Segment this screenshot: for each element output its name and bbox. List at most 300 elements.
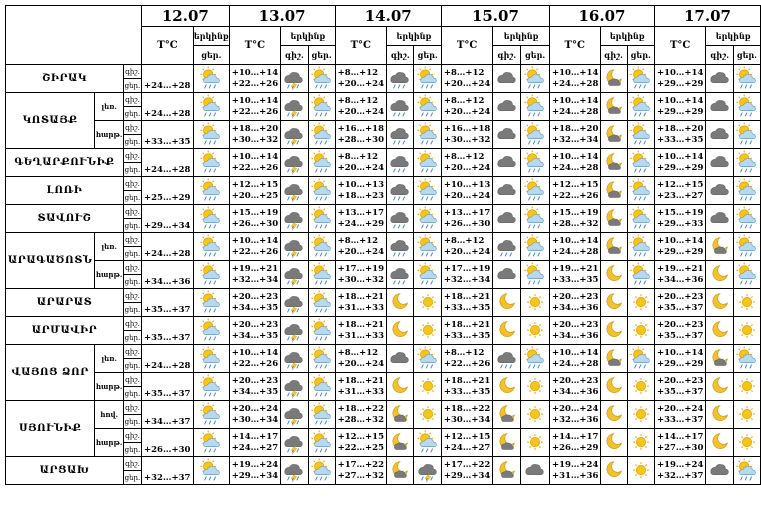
night-temp: +20…+23: [656, 291, 704, 302]
cloud-rain-thunder-icon: [281, 121, 308, 149]
temperature-cell: [229, 149, 280, 177]
sun-cloud-rain-icon: [521, 177, 550, 205]
zone-label: լեռ.: [95, 93, 124, 121]
day-temp: +33…+35: [443, 302, 491, 313]
temperature-cell: [654, 317, 705, 345]
day-temp: +26…+29: [551, 442, 599, 453]
table-row: [6, 345, 761, 359]
day-label: ցեր.: [123, 331, 141, 345]
temperature-cell: [335, 261, 386, 289]
cloud-rain-icon: [387, 93, 414, 121]
moon-icon: [706, 429, 733, 457]
sun-cloud-rain-icon: [733, 205, 760, 233]
night-temp: +20…+23: [656, 375, 704, 386]
day-temp: +22…+26: [231, 162, 279, 173]
cloud-icon: [493, 205, 521, 233]
sun-cloud-rain-icon: [521, 121, 550, 149]
night-temp: +20…+23: [231, 319, 279, 330]
day-label: ցեր.: [123, 443, 141, 457]
weather-forecast-table: [5, 5, 761, 485]
night-col-header: գիշ.: [706, 46, 733, 65]
temperature-cell: [335, 457, 386, 485]
night-temp: +10…+14: [231, 347, 279, 358]
night-label: գիշ.: [123, 65, 141, 79]
moon-cloud-icon: [706, 345, 733, 373]
temperature-cell: +34…+37: [142, 401, 194, 429]
day-temp: +20…+25: [231, 190, 279, 201]
cloud-icon: [706, 177, 733, 205]
region-name: ՏԱՎՈՒՇ: [6, 205, 124, 233]
temperature-cell: [335, 149, 386, 177]
temp-col-header: T°C: [441, 27, 492, 65]
sun-icon: [521, 373, 550, 401]
region-name: ԱՐԱՐԱՏ: [6, 289, 124, 317]
sun-cloud-rain-icon: [414, 205, 441, 233]
cloud-rain-thunder-icon: [281, 93, 308, 121]
moon-cloud-icon: [387, 401, 414, 429]
sun-cloud-rain-icon: [193, 233, 229, 261]
temperature-cell: [441, 429, 492, 457]
sun-icon: [733, 373, 760, 401]
day-temp: +20…+24: [337, 78, 384, 89]
date-header: 13.07: [229, 6, 335, 27]
sun-cloud-rain-icon: [308, 65, 335, 93]
sun-cloud-rain-icon: [308, 345, 335, 373]
temperature-cell: [549, 457, 600, 485]
region-name: ՇԻՐԱԿ: [6, 65, 124, 93]
cloud-rain-thunder-icon: [281, 65, 308, 93]
sun-icon: [521, 429, 550, 457]
sun-cloud-rain-icon: [308, 401, 335, 429]
sun-cloud-rain-icon: [414, 261, 441, 289]
table-row: [6, 401, 761, 415]
temperature-cell: [549, 149, 600, 177]
cloud-rain-thunder-icon: [414, 457, 441, 485]
region-name: ԱՐՑԱԽ: [6, 457, 124, 485]
day-temp: +32…+36: [551, 414, 599, 425]
temperature-cell: [229, 345, 280, 373]
moon-cloud-icon: [600, 121, 627, 149]
night-col-header: գիշ.: [600, 46, 627, 65]
night-temp: +18…+20: [551, 123, 599, 134]
table-row: [6, 289, 761, 303]
temperature-cell: [549, 65, 600, 93]
region-name: ԿՈՏԱՅՔ: [6, 93, 95, 149]
temp-col-header: T°C: [335, 27, 386, 65]
temperature-cell: [549, 233, 600, 261]
weather-col-header: երկինք: [193, 27, 229, 46]
temperature-cell: [229, 177, 280, 205]
day-temp: +33…+35: [443, 386, 491, 397]
day-col-header: ցեր.: [733, 46, 760, 65]
temperature-cell: [441, 261, 492, 289]
day-temp: +29…+29: [656, 162, 704, 173]
sun-cloud-rain-icon: [733, 233, 760, 261]
night-temp: +8…+12: [337, 235, 379, 246]
night-label: գիշ.: [123, 233, 141, 247]
moon-icon: [600, 401, 627, 429]
zone-label: հարթ.: [95, 373, 124, 401]
moon-icon: [600, 429, 627, 457]
sun-icon: [521, 289, 550, 317]
region-name: ԼՈՌԻ: [6, 177, 124, 205]
moon-icon: [387, 289, 414, 317]
temperature-cell: [229, 289, 280, 317]
night-temp: +10…+14: [231, 151, 279, 162]
cloud-icon: [493, 261, 521, 289]
cloud-rain-thunder-icon: [281, 177, 308, 205]
sun-cloud-rain-icon: [193, 401, 229, 429]
sun-cloud-rain-icon: [308, 289, 335, 317]
temperature-cell: [335, 289, 386, 317]
moon-icon: [706, 373, 733, 401]
sun-cloud-rain-icon: [627, 261, 654, 289]
night-temp: +10…+14: [656, 67, 704, 78]
day-temp: +24…+28: [551, 78, 599, 89]
table-row: [6, 373, 761, 387]
night-temp: +18…+21: [443, 291, 491, 302]
night-temp: +10…+13: [337, 179, 384, 190]
moon-icon: [493, 317, 521, 345]
moon-cloud-icon: [600, 345, 627, 373]
temperature-cell: [654, 233, 705, 261]
day-temp: +29…+34: [231, 470, 279, 481]
day-temp: +22…+26: [443, 358, 491, 369]
sun-icon: [733, 289, 760, 317]
night-temp: +10…+14: [551, 151, 599, 162]
sun-icon: [414, 289, 441, 317]
sun-cloud-rain-icon: [414, 65, 441, 93]
temperature-cell: [441, 289, 492, 317]
temperature-cell: [229, 401, 280, 429]
day-label: ցեր.: [123, 415, 141, 429]
night-label: գիշ.: [123, 401, 141, 415]
temperature-cell: [335, 93, 386, 121]
temperature-cell: [441, 205, 492, 233]
temperature-cell: [335, 317, 386, 345]
day-temp: +34…+36: [656, 274, 704, 285]
day-temp: +29…+29: [656, 106, 704, 117]
zone-label: լեռ.: [95, 345, 124, 373]
temperature-cell: [549, 205, 600, 233]
temperature-cell: [549, 429, 600, 457]
moon-cloud-icon: [493, 457, 521, 485]
day-temp: +24…+27: [443, 442, 491, 453]
sun-icon: [521, 401, 550, 429]
day-temp: +30…+32: [231, 134, 279, 145]
night-label: գիշ.: [123, 93, 141, 107]
sun-cloud-rain-icon: [733, 121, 760, 149]
day-col-header: ցեր.: [308, 46, 335, 65]
sun-cloud-rain-icon: [521, 93, 550, 121]
cloud-icon: [706, 65, 733, 93]
temperature-cell: [229, 429, 280, 457]
temp-col-header: T°C: [549, 27, 600, 65]
moon-cloud-icon: [493, 401, 521, 429]
weather-col-header: երկինք: [387, 27, 442, 46]
table-row: [6, 233, 761, 247]
moon-cloud-icon: [600, 233, 627, 261]
region-name: ԳԵՂԱՐՔՈՒՆԻՔ: [6, 149, 124, 177]
cloud-icon: [706, 149, 733, 177]
sun-cloud-rain-icon: [627, 205, 654, 233]
sun-cloud-rain-icon: [193, 121, 229, 149]
weather-col-header: երկինք: [493, 27, 550, 46]
cloud-icon: [706, 457, 733, 485]
night-col-header: գիշ.: [281, 46, 308, 65]
zone-label: հարթ.: [95, 429, 124, 457]
cloud-rain-thunder-icon: [281, 345, 308, 373]
day-label: ցեր.: [123, 275, 141, 289]
day-temp: +22…+26: [551, 190, 599, 201]
night-temp: +10…+13: [443, 179, 491, 190]
night-temp: +18…+22: [337, 403, 384, 414]
region-name: ԱՐԱԳԱԾՈՏՆ: [6, 233, 95, 289]
day-temp: +35…+37: [656, 302, 704, 313]
moon-icon: [706, 317, 733, 345]
moon-cloud-icon: [600, 65, 627, 93]
cloud-icon: [493, 93, 521, 121]
day-temp: +34…+36: [551, 386, 599, 397]
corner-cell: [6, 6, 142, 65]
sun-cloud-rain-icon: [733, 261, 760, 289]
region-name: ՍՅՈՒՆԻՔ: [6, 401, 95, 457]
night-temp: +19…+24: [231, 459, 279, 470]
sun-icon: [627, 457, 654, 485]
table-row: [6, 93, 761, 107]
temperature-cell: [335, 429, 386, 457]
day-temp: +31…+33: [337, 330, 384, 341]
day-label: ցեր.: [123, 79, 141, 93]
night-temp: +8…+12: [337, 67, 379, 78]
table-row: [6, 429, 761, 443]
night-temp: +18…+22: [443, 403, 491, 414]
cloud-rain-thunder-icon: [281, 317, 308, 345]
sun-cloud-rain-icon: [521, 261, 550, 289]
temperature-cell: [229, 205, 280, 233]
night-temp: +17…+19: [443, 263, 491, 274]
region-name: ԱՐՄԱՎԻՐ: [6, 317, 124, 345]
temperature-cell: [229, 93, 280, 121]
cloud-icon: [493, 177, 521, 205]
cloud-icon: [493, 149, 521, 177]
table-row: [6, 317, 761, 331]
table-row: [6, 205, 761, 219]
night-temp: +20…+24: [231, 403, 279, 414]
temperature-cell: +35…+37: [142, 373, 194, 401]
sun-icon: [414, 373, 441, 401]
cloud-rain-icon: [493, 233, 521, 261]
night-temp: +19…+24: [656, 459, 704, 470]
sun-cloud-rain-icon: [308, 93, 335, 121]
temperature-cell: +35…+37: [142, 317, 194, 345]
temperature-cell: [441, 121, 492, 149]
day-temp: +26…+30: [443, 218, 491, 229]
night-temp: +20…+24: [551, 403, 599, 414]
temperature-cell: [229, 121, 280, 149]
night-temp: +20…+23: [551, 319, 599, 330]
night-temp: +17…+19: [337, 263, 384, 274]
temperature-cell: [441, 233, 492, 261]
sun-cloud-rain-icon: [733, 93, 760, 121]
night-temp: +12…+15: [656, 179, 704, 190]
night-temp: +8…+12: [337, 151, 379, 162]
temperature-cell: [654, 93, 705, 121]
moon-icon: [493, 373, 521, 401]
night-label: գիշ.: [123, 121, 141, 135]
moon-cloud-icon: [493, 429, 521, 457]
temperature-cell: [441, 345, 492, 373]
sun-cloud-rain-icon: [308, 149, 335, 177]
day-temp: +20…+24: [443, 78, 491, 89]
cloud-rain-icon: [493, 345, 521, 373]
zone-label: հով.: [95, 401, 124, 429]
temperature-cell: +24…+28: [142, 149, 194, 177]
date-header: 16.07: [549, 6, 654, 27]
temperature-cell: [654, 261, 705, 289]
sun-cloud-rain-icon: [414, 429, 441, 457]
cloud-rain-thunder-icon: [281, 149, 308, 177]
day-temp: +20…+24: [443, 246, 491, 257]
night-temp: +10…+14: [551, 235, 599, 246]
moon-icon: [600, 317, 627, 345]
day-temp: +18…+23: [337, 190, 384, 201]
sun-cloud-rain-icon: [308, 205, 335, 233]
cloud-icon: [521, 457, 550, 485]
day-temp: +34…+35: [231, 302, 279, 313]
cloud-icon: [706, 121, 733, 149]
day-temp: +29…+34: [443, 470, 491, 481]
night-label: գիշ.: [123, 261, 141, 275]
sun-cloud-rain-icon: [308, 233, 335, 261]
sun-cloud-rain-icon: [414, 93, 441, 121]
night-temp: +10…+14: [551, 67, 599, 78]
day-temp: +31…+36: [551, 470, 599, 481]
zone-label: հարթ.: [95, 121, 124, 149]
region-name: ՎԱՅՈՑ ՁՈՐ: [6, 345, 95, 401]
cloud-rain-thunder-icon: [281, 429, 308, 457]
day-temp: +29…+33: [656, 218, 704, 229]
day-temp: +29…+29: [656, 358, 704, 369]
temperature-cell: [441, 457, 492, 485]
temperature-cell: [441, 317, 492, 345]
night-temp: +8…+12: [443, 235, 485, 246]
day-temp: +33…+37: [656, 414, 704, 425]
cloud-icon: [493, 65, 521, 93]
cloud-icon: [387, 345, 414, 373]
night-col-header: գիշ.: [493, 46, 521, 65]
night-temp: +19…+21: [656, 263, 704, 274]
moon-cloud-icon: [706, 233, 733, 261]
temperature-cell: +29…+34: [142, 205, 194, 233]
temperature-cell: [549, 93, 600, 121]
sun-icon: [521, 317, 550, 345]
day-temp: +34…+36: [551, 302, 599, 313]
moon-icon: [387, 317, 414, 345]
temperature-cell: [335, 373, 386, 401]
night-temp: +12…+15: [551, 179, 599, 190]
sun-cloud-rain-icon: [193, 373, 229, 401]
day-temp: +20…+24: [443, 106, 491, 117]
night-temp: +19…+21: [551, 263, 599, 274]
sun-cloud-rain-icon: [414, 233, 441, 261]
day-temp: +34…+35: [231, 330, 279, 341]
sun-cloud-rain-icon: [521, 345, 550, 373]
day-label: ցեր.: [123, 107, 141, 121]
temperature-cell: [335, 205, 386, 233]
temperature-cell: [335, 65, 386, 93]
day-temp: +34…+36: [551, 330, 599, 341]
sun-cloud-rain-icon: [627, 233, 654, 261]
sun-cloud-rain-icon: [521, 149, 550, 177]
temperature-cell: +24…+28: [142, 93, 194, 121]
zone-label: հարթ.: [95, 261, 124, 289]
sun-cloud-rain-icon: [414, 149, 441, 177]
night-temp: +20…+24: [656, 403, 704, 414]
cloud-icon: [706, 93, 733, 121]
temperature-cell: [654, 429, 705, 457]
sun-cloud-rain-icon: [627, 121, 654, 149]
night-label: գիշ.: [123, 205, 141, 219]
temperature-cell: [654, 345, 705, 373]
cloud-rain-thunder-icon: [281, 401, 308, 429]
sun-cloud-rain-icon: [308, 261, 335, 289]
night-temp: +12…+15: [337, 431, 384, 442]
day-temp: +30…+34: [231, 414, 279, 425]
day-temp: +20…+24: [337, 162, 384, 173]
temperature-cell: [549, 289, 600, 317]
night-label: գիշ.: [123, 429, 141, 443]
temperature-cell: [229, 373, 280, 401]
night-temp: +18…+20: [656, 123, 704, 134]
moon-icon: [600, 289, 627, 317]
day-label: ցեր.: [123, 471, 141, 485]
day-temp: +20…+24: [443, 162, 491, 173]
temperature-cell: [654, 401, 705, 429]
day-temp: +24…+28: [551, 246, 599, 257]
table-row: [6, 261, 761, 275]
temperature-cell: [549, 317, 600, 345]
night-temp: +10…+14: [551, 347, 599, 358]
day-temp: +26…+30: [231, 218, 279, 229]
moon-cloud-icon: [387, 429, 414, 457]
temperature-cell: [441, 401, 492, 429]
day-temp: +33…+35: [443, 330, 491, 341]
temperature-cell: [229, 233, 280, 261]
day-temp: +30…+32: [443, 134, 491, 145]
night-temp: +15…+19: [656, 207, 704, 218]
moon-icon: [706, 289, 733, 317]
sun-cloud-rain-icon: [193, 457, 229, 485]
cloud-icon: [706, 205, 733, 233]
day-temp: +23…+27: [656, 190, 704, 201]
day-label: ցեր.: [123, 135, 141, 149]
moon-icon: [600, 373, 627, 401]
sun-cloud-rain-icon: [308, 317, 335, 345]
cloud-rain-thunder-icon: [281, 261, 308, 289]
sun-cloud-rain-icon: [193, 289, 229, 317]
temperature-cell: [549, 261, 600, 289]
sun-cloud-rain-icon: [193, 205, 229, 233]
moon-icon: [600, 261, 627, 289]
night-label: գիշ.: [123, 345, 141, 359]
day-temp: +34…+35: [231, 386, 279, 397]
temperature-cell: [549, 121, 600, 149]
sun-cloud-rain-icon: [193, 177, 229, 205]
moon-icon: [706, 261, 733, 289]
temperature-cell: +24…+28: [142, 233, 194, 261]
day-temp: +27…+30: [656, 442, 704, 453]
